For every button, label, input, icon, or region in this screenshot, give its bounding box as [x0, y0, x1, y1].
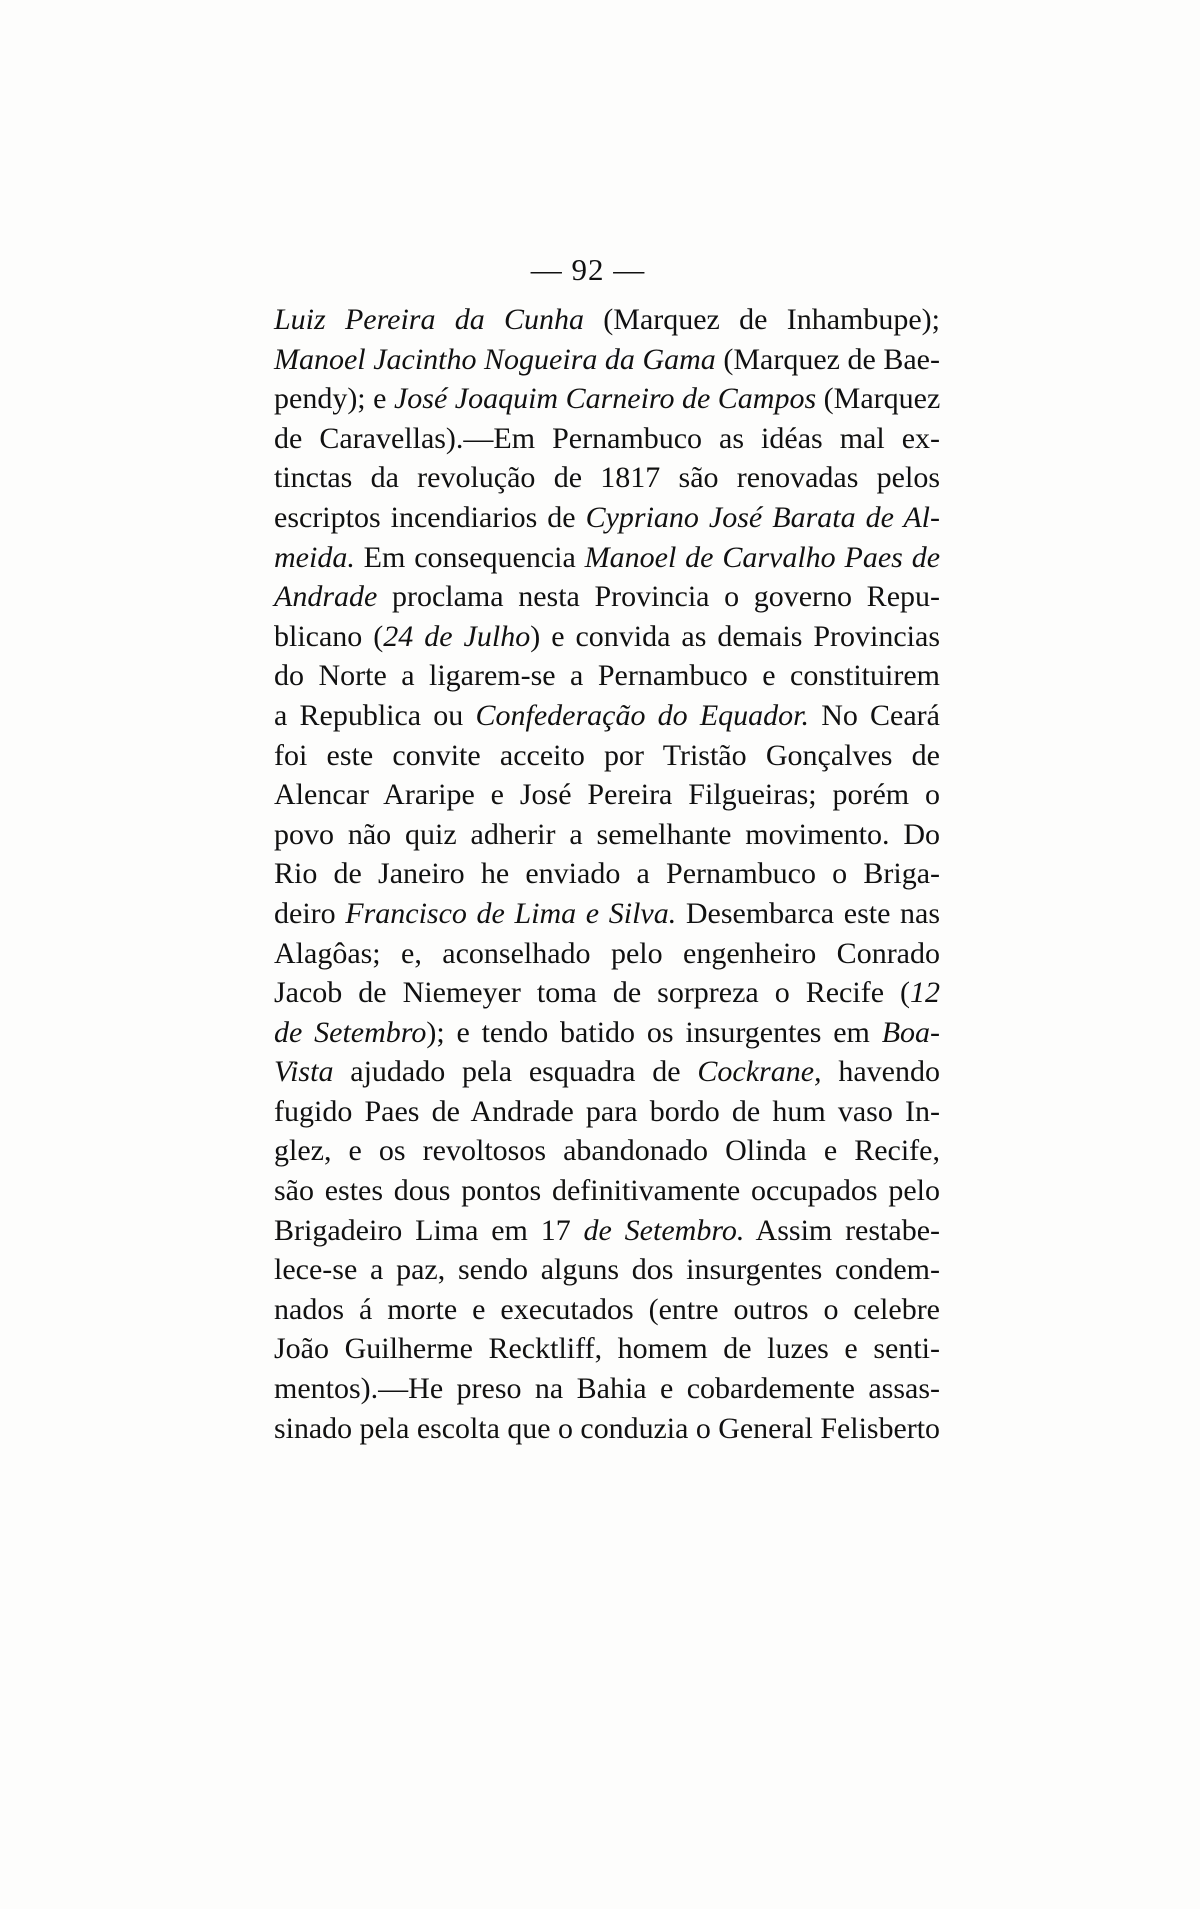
text-line: [274, 300, 940, 340]
text-line: [274, 458, 940, 498]
text-segment: de Caravellas).—Em Pernambuco as idéas mal ex-: [274, 421, 940, 455]
italic-text: Manoel de Carvalho Paes de: [584, 540, 941, 574]
text-line: [274, 973, 940, 1013]
text-line: [274, 379, 940, 419]
italic-text: de Setembro: [274, 1015, 427, 1049]
text-segment: deiro: [274, 896, 346, 930]
text-line: [274, 815, 940, 855]
text-segment: Assim restabe-: [744, 1213, 940, 1247]
text-segment: proclama nesta Provincia o governo Repu-: [377, 580, 940, 614]
text-line: [274, 498, 940, 538]
text-line: [274, 1171, 940, 1211]
italic-text: Cockrane,: [697, 1055, 822, 1089]
text-line: [274, 656, 940, 696]
text-line: [274, 1211, 940, 1251]
text-segment: (Marquez: [816, 382, 941, 416]
text-segment: foi este convite acceito por Tristão Gonçalves de: [274, 738, 940, 772]
italic-text: Cypriano José Barata de Al-: [585, 500, 941, 534]
italic-text: Confederação do Equador.: [475, 698, 810, 732]
text-line: [274, 1329, 940, 1369]
text-line: [274, 577, 940, 617]
text-line: [274, 854, 940, 894]
text-line: [274, 934, 940, 974]
text-segment: Brigadeiro Lima em 17: [274, 1213, 584, 1247]
text-line: [274, 1131, 940, 1171]
text-segment: lece-se a paz, sendo alguns dos insurgentes condem-: [274, 1253, 940, 1287]
text-segment: do Norte a ligarem-se a Pernambuco e constituirem: [274, 659, 940, 693]
text-line: [274, 340, 940, 380]
page-number: — 92 —: [530, 252, 646, 287]
text-segment: glez, e os revoltosos abandonado Olinda e Recife,: [274, 1134, 940, 1168]
text-line: [274, 1290, 940, 1330]
text-segment: ajudado pela esquadra de: [333, 1055, 698, 1089]
text-line: [274, 894, 940, 934]
text-segment: (Marquez de Inhambupe);: [584, 303, 940, 336]
text-line: [274, 696, 940, 736]
text-line: [274, 775, 940, 815]
text-segment: Alencar Araripe e José Pereira Filgueiras; porém o: [274, 778, 940, 812]
text-segment: ) e convida as demais Provincias: [530, 619, 941, 653]
text-segment: são estes dous pontos definitivamente occupados pelo: [274, 1174, 940, 1208]
text-line: [274, 1250, 940, 1290]
text-segment: sinado pela escolta que o conduzia o General Felisberto: [274, 1411, 941, 1445]
text-segment: (Marquez de Bae-: [715, 342, 940, 376]
italic-text: Francisco de Lima e Silva.: [345, 896, 677, 930]
text-line: [274, 736, 940, 776]
italic-text: 24 de Julho: [383, 619, 531, 653]
text-segment: escriptos incendiarios de: [274, 500, 586, 534]
text-line: [274, 1013, 940, 1053]
text-line: [274, 419, 940, 459]
text-segment: Jacob de Niemeyer toma de sorpreza o Recife (: [274, 976, 910, 1010]
text-segment: Desembarca este nas: [676, 896, 941, 930]
italic-text: Boa-: [881, 1015, 941, 1049]
text-segment: pendy); e: [274, 382, 394, 416]
text-line: [274, 538, 940, 578]
text-line: [274, 1052, 940, 1092]
italic-text: meida.: [274, 540, 355, 574]
text-segment: tinctas da revolução de 1817 são renovadas pelos: [274, 461, 940, 495]
text-line: [274, 1409, 940, 1449]
text-segment: Alagôas; e, aconselhado pelo engenheiro Conrado: [274, 936, 940, 970]
italic-text: José Joaquim Carneiro de Campos: [393, 382, 817, 416]
italic-text: Manoel Jacintho Nogueira da Gama: [274, 342, 716, 376]
text-segment: Rio de Janeiro he enviado a Pernambuco o Briga-: [274, 857, 940, 891]
text-segment: João Guilherme Recktliff, homem de luzes e senti-: [274, 1332, 940, 1366]
text-segment: povo não quiz adherir a semelhante movimento. Do: [274, 817, 940, 851]
text-segment: No Ceará: [809, 698, 940, 732]
text-segment: nados á morte e executados (entre outros o celebre: [274, 1292, 940, 1326]
text-segment: mentos).—He preso na Bahia e cobardemente assas-: [274, 1372, 940, 1406]
text-segment: a Republica ou: [274, 698, 476, 732]
text-segment: havendo: [821, 1055, 940, 1089]
italic-text: Andrade: [274, 580, 378, 614]
text-line: [274, 1369, 940, 1409]
text-segment: blicano (: [274, 619, 384, 653]
text-segment: ); e tendo batido os insurgentes em: [426, 1015, 882, 1049]
text-segment: fugido Paes de Andrade para bordo de hum vaso In-: [274, 1094, 940, 1128]
italic-text: Vista: [274, 1055, 334, 1089]
text-line: [274, 617, 940, 657]
text-line: [274, 1092, 940, 1132]
italic-text: 12: [910, 976, 940, 1010]
body-text: [274, 300, 940, 1448]
italic-text: de Setembro.: [583, 1213, 745, 1247]
text-segment: Em consequencia: [354, 540, 585, 574]
italic-text: Luiz Pereira da Cunha: [274, 303, 585, 336]
